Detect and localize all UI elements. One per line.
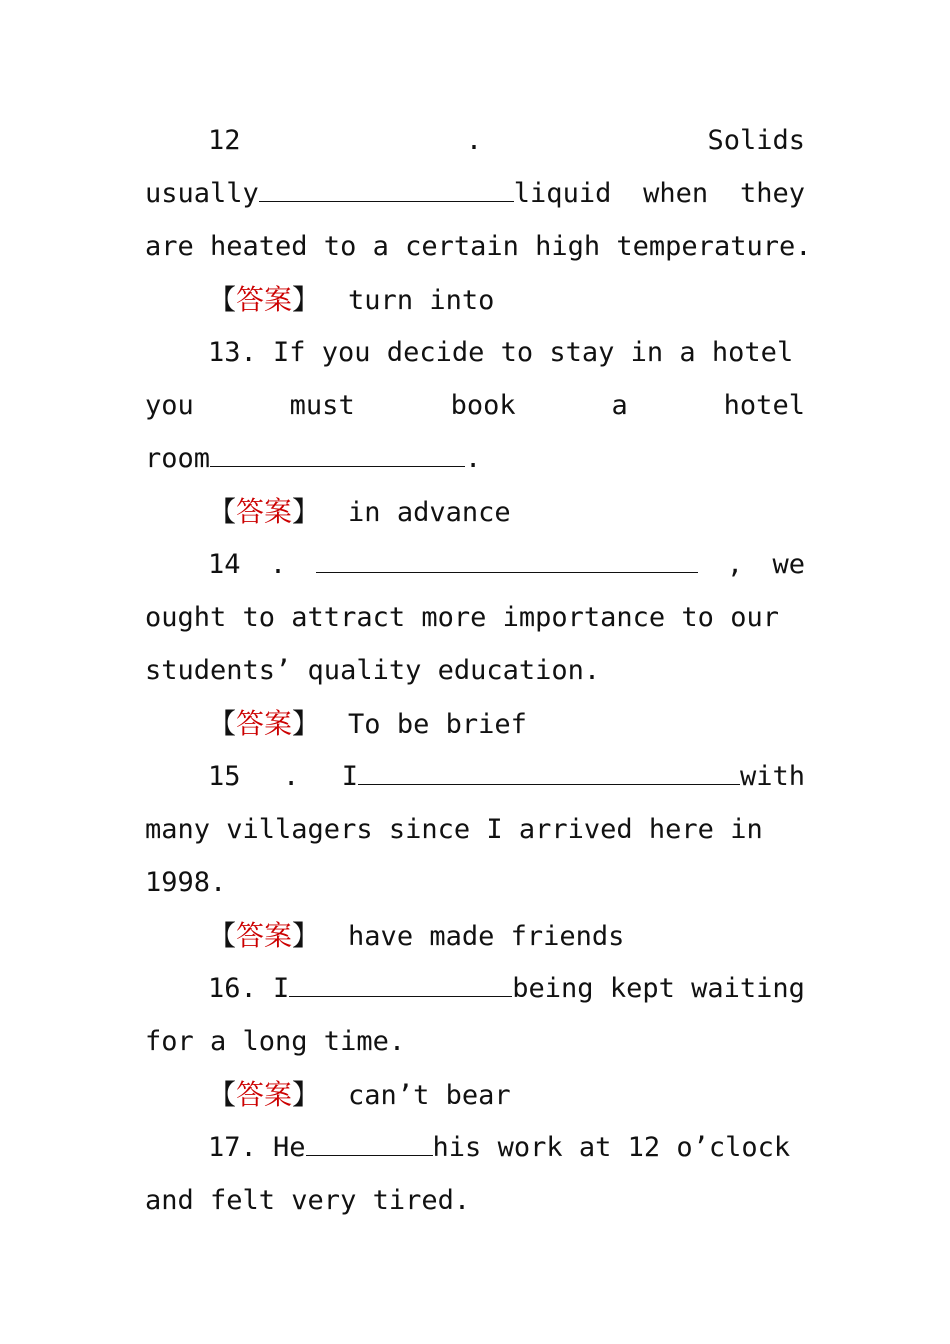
answer-label: 【答案】 [208, 1078, 321, 1111]
answer-label: 【答案】 [208, 707, 321, 740]
answer-label: 【答案】 [208, 919, 321, 952]
q16-line1 [208, 962, 805, 1015]
q13-line2 [145, 379, 805, 432]
q15-dot: . [282, 761, 300, 792]
q15-number: 15 [208, 761, 241, 792]
q13-line3 [145, 432, 805, 485]
q16-answer-blank[interactable] [289, 962, 512, 997]
q13-answer [208, 485, 805, 538]
q15-text-segment [342, 750, 805, 803]
q15-word: with [739, 761, 805, 792]
q13-word: a [611, 390, 628, 421]
q17-answer-blank[interactable] [306, 1121, 433, 1156]
q14-number: 14 [208, 549, 241, 580]
q15-answer [208, 909, 805, 962]
q17-line2: and felt very tired. [145, 1185, 471, 1216]
answer-label: 【答案】 [208, 283, 321, 316]
q12-answer [208, 273, 805, 326]
q13-answer-blank[interactable] [210, 432, 465, 467]
q12-answer-text: turn into [348, 285, 495, 316]
q13-period: . [465, 443, 482, 474]
q15-line2: many villagers since I arrived here in [145, 814, 763, 845]
q16-line2: for a long time. [145, 1026, 406, 1057]
q14-answer-text: To be brief [348, 709, 527, 740]
q12-word: when [643, 178, 709, 209]
q12-word: liquid [513, 178, 612, 209]
q14-answer [208, 697, 805, 750]
q16-answer [208, 1068, 805, 1121]
q12-line3: are heated to a certain high temperature. [145, 231, 812, 262]
q16-answer-text: can’t bear [348, 1080, 511, 1111]
q12-word: they [739, 178, 805, 209]
q14-word: we [772, 549, 805, 580]
q12-dot: . [465, 125, 483, 156]
q13-word: must [289, 390, 355, 421]
q12-line1 [208, 114, 805, 167]
q12-line2 [145, 167, 805, 220]
q13-line1: 13. If you decide to stay in a hotel [208, 337, 794, 368]
q15-word: I [341, 761, 358, 792]
q12-answer-blank[interactable] [259, 167, 514, 202]
q17-text: 17. He [208, 1132, 306, 1163]
q15-answer-blank[interactable] [358, 750, 740, 785]
q12-word: usually [145, 178, 259, 209]
q13-word: book [450, 390, 516, 421]
q12-number: 12 [208, 125, 241, 156]
q15-line3: 1998. [145, 867, 227, 898]
q17-line1 [208, 1121, 805, 1174]
q13-word: hotel [723, 390, 805, 421]
q15-line1 [208, 750, 805, 803]
q13-word: you [145, 390, 194, 421]
q13-answer-text: in advance [348, 497, 511, 528]
q15-answer-text: have made friends [348, 921, 625, 952]
q12-text-segment [145, 167, 611, 220]
q14-line1 [208, 538, 805, 591]
q16-text: 16. I [208, 973, 290, 1004]
q14-line3: students’ quality education. [145, 655, 601, 686]
q12-word: Solids [707, 125, 805, 156]
q14-answer-blank[interactable] [316, 538, 698, 573]
q14-comma: , [726, 549, 744, 580]
q16-text: being kept waiting [512, 973, 805, 1004]
q13-word: room [145, 443, 211, 474]
answer-label: 【答案】 [208, 495, 321, 528]
q14-line2: ought to attract more importance to our [145, 602, 779, 633]
q14-dot: . [269, 549, 287, 580]
q17-text: his work at 12 o’clock [432, 1132, 791, 1163]
